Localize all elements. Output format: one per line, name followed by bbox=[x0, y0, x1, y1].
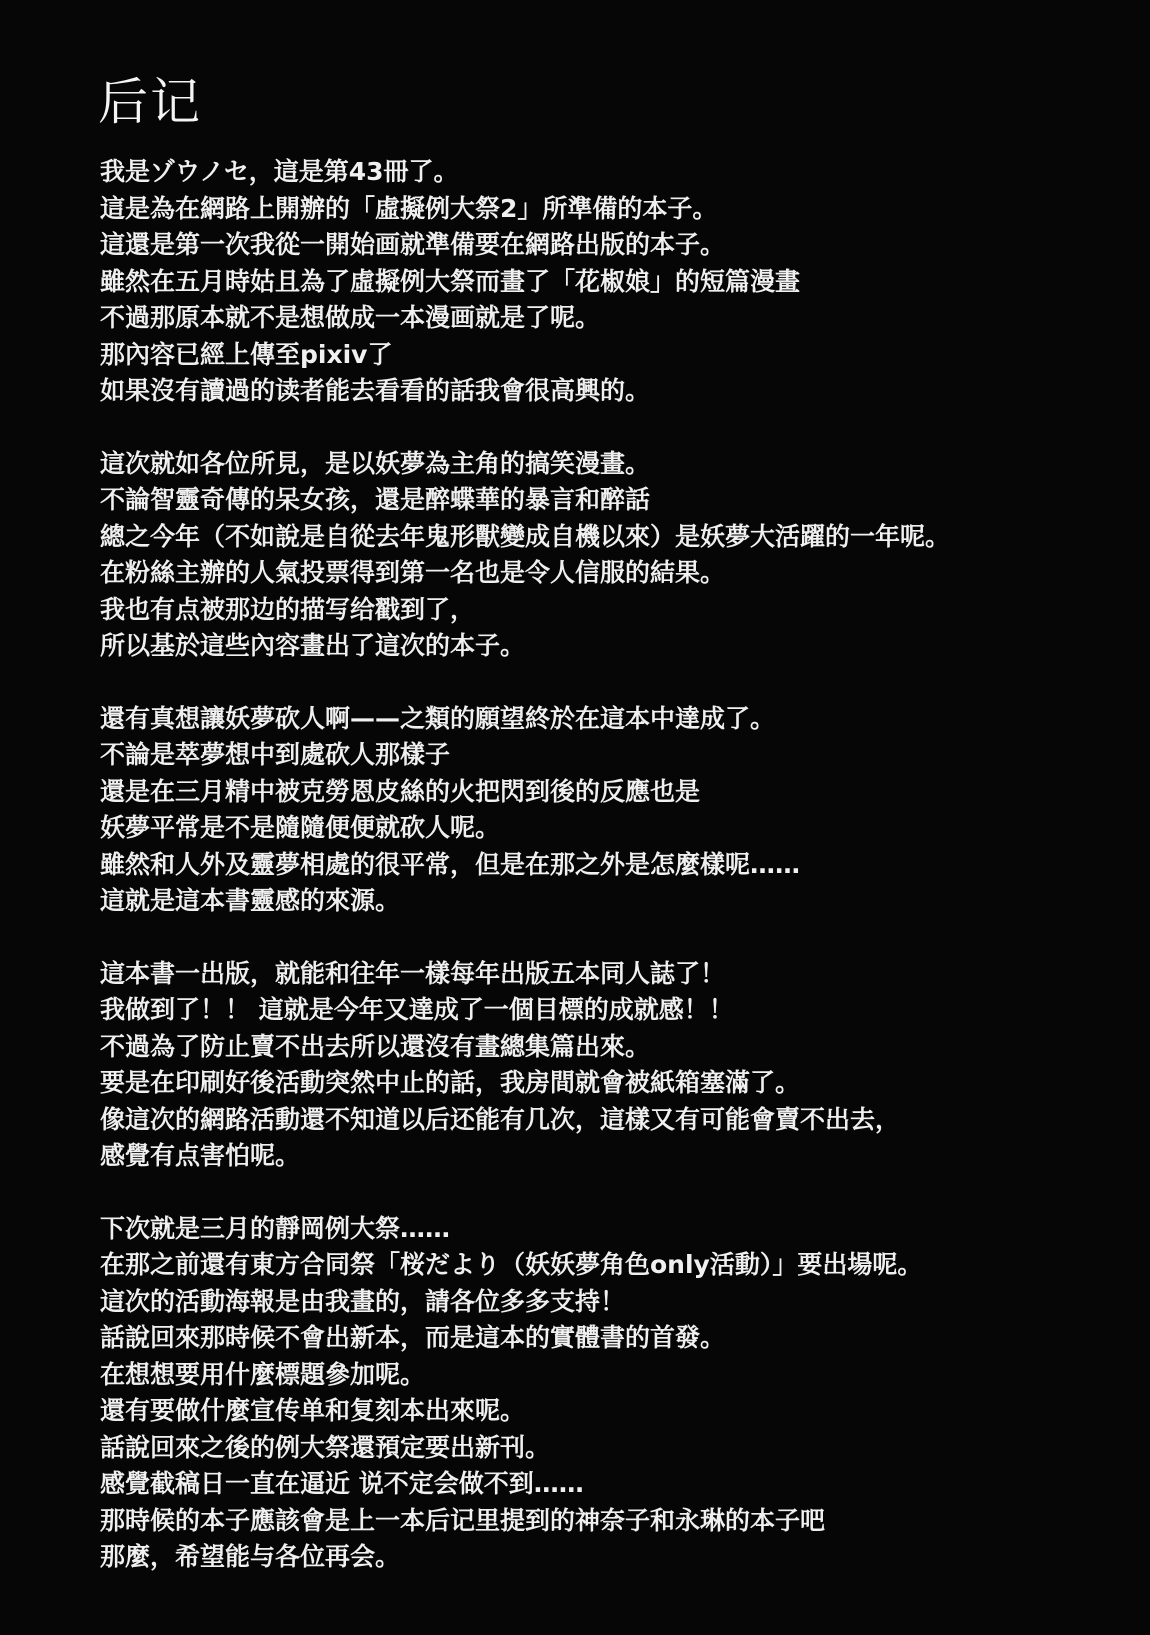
text-line: 不過那原本就不是想做成一本漫画就是了呢。 bbox=[100, 303, 601, 332]
text-line: 感覺有点害怕呢。 bbox=[100, 1141, 301, 1170]
page-title: 后记 bbox=[98, 73, 202, 131]
text-line: 在想想要用什麼標題參加呢。 bbox=[100, 1359, 426, 1389]
text-line: 下次就是三月的靜岡例大祭…… bbox=[100, 1213, 451, 1243]
text-line: 在那之前還有東方合同祭「桜だより（妖妖夢角色only活動）」要出場呢。 bbox=[100, 1250, 923, 1279]
text-line: 話說回來之後的例大祭還預定要出新刊。 bbox=[100, 1432, 551, 1462]
text-line: 這就是這本書靈感的來源。 bbox=[100, 886, 401, 915]
text-line: 所以基於這些內容畫出了這次的本子。 bbox=[100, 631, 526, 660]
paragraph-3 bbox=[100, 701, 1120, 920]
text-line: 感覺截稿日一直在逼近 说不定会做不到…… bbox=[100, 1469, 584, 1498]
text-line: 雖然在五月時姑且為了虛擬例大祭而畫了「花椒娘」的短篇漫畫 bbox=[100, 266, 801, 296]
text-line: 這本書一出版，就能和往年一樣每年出版五本同人誌了！ bbox=[100, 958, 726, 988]
text-line: 那麼，希望能与各位再会。 bbox=[100, 1542, 401, 1571]
text-line: 在粉絲主辦的人氣投票得到第一名也是令人信服的結果。 bbox=[100, 558, 726, 587]
text-line: 要是在印刷好後活動突然中止的話，我房間就會被紙箱塞滿了。 bbox=[100, 1068, 801, 1097]
text-line: 不過為了防止賣不出去所以還沒有畫總集篇出來。 bbox=[100, 1031, 651, 1061]
paragraph-2 bbox=[100, 446, 1120, 665]
text-line: 雖然和人外及靈夢相處的很平常，但是在那之外是怎麼樣呢…… bbox=[100, 849, 801, 879]
text-line: 不論是萃夢想中到處砍人那樣子 bbox=[100, 740, 451, 769]
paragraph-1 bbox=[100, 154, 1120, 410]
paragraph-5 bbox=[100, 1211, 1120, 1576]
paragraph-4 bbox=[100, 956, 1120, 1175]
text-line: 不論智靈奇傳的呆女孩，還是醉蝶華的暴言和醉話 bbox=[100, 485, 651, 514]
text-line: 這是為在網路上開辦的「虛擬例大祭2」所準備的本子。 bbox=[100, 193, 718, 223]
text-line: 如果沒有讀過的读者能去看看的話我會很高興的。 bbox=[100, 376, 651, 405]
text-line: 這次就如各位所見，是以妖夢為主角的搞笑漫畫。 bbox=[100, 448, 651, 478]
text-line: 我做到了！！ 這就是今年又達成了一個目標的成就感！！ bbox=[100, 995, 734, 1024]
text-line: 這次的活動海報是由我畫的，請各位多多支持！ bbox=[100, 1286, 626, 1316]
text-line: 這還是第一次我從一開始画就準備要在網路出版的本子。 bbox=[100, 230, 726, 259]
text-line: 還是在三月精中被克勞恩皮絲的火把閃到後的反應也是 bbox=[100, 776, 701, 806]
text-line: 像這次的網路活動還不知道以后还能有几次，這樣又有可能會賣不出去， bbox=[100, 1104, 901, 1134]
text-line: 那時候的本子應該會是上一本后记里提到的神奈子和永琳的本子吧 bbox=[100, 1505, 826, 1535]
text-line: 那內容已經上傳至pixiv了 bbox=[100, 339, 393, 369]
text-line: 話說回來那時候不會出新本，而是這本的實體書的首發。 bbox=[100, 1323, 726, 1352]
text-line: 還有要做什麼宣传单和复刻本出來呢。 bbox=[100, 1396, 526, 1425]
text-line: 還有真想讓妖夢砍人啊——之類的願望終於在這本中達成了。 bbox=[100, 703, 776, 733]
text-line: 我也有点被那边的描写给戳到了， bbox=[100, 594, 476, 624]
afterword-body bbox=[100, 154, 1120, 1612]
text-line: 總之今年（不如說是自從去年鬼形獸變成自機以來）是妖夢大活躍的一年呢。 bbox=[100, 521, 951, 551]
text-line: 妖夢平常是不是隨隨便便就砍人呢。 bbox=[100, 813, 501, 842]
text-line: 我是ゾウノセ，這是第43冊了。 bbox=[100, 157, 459, 186]
